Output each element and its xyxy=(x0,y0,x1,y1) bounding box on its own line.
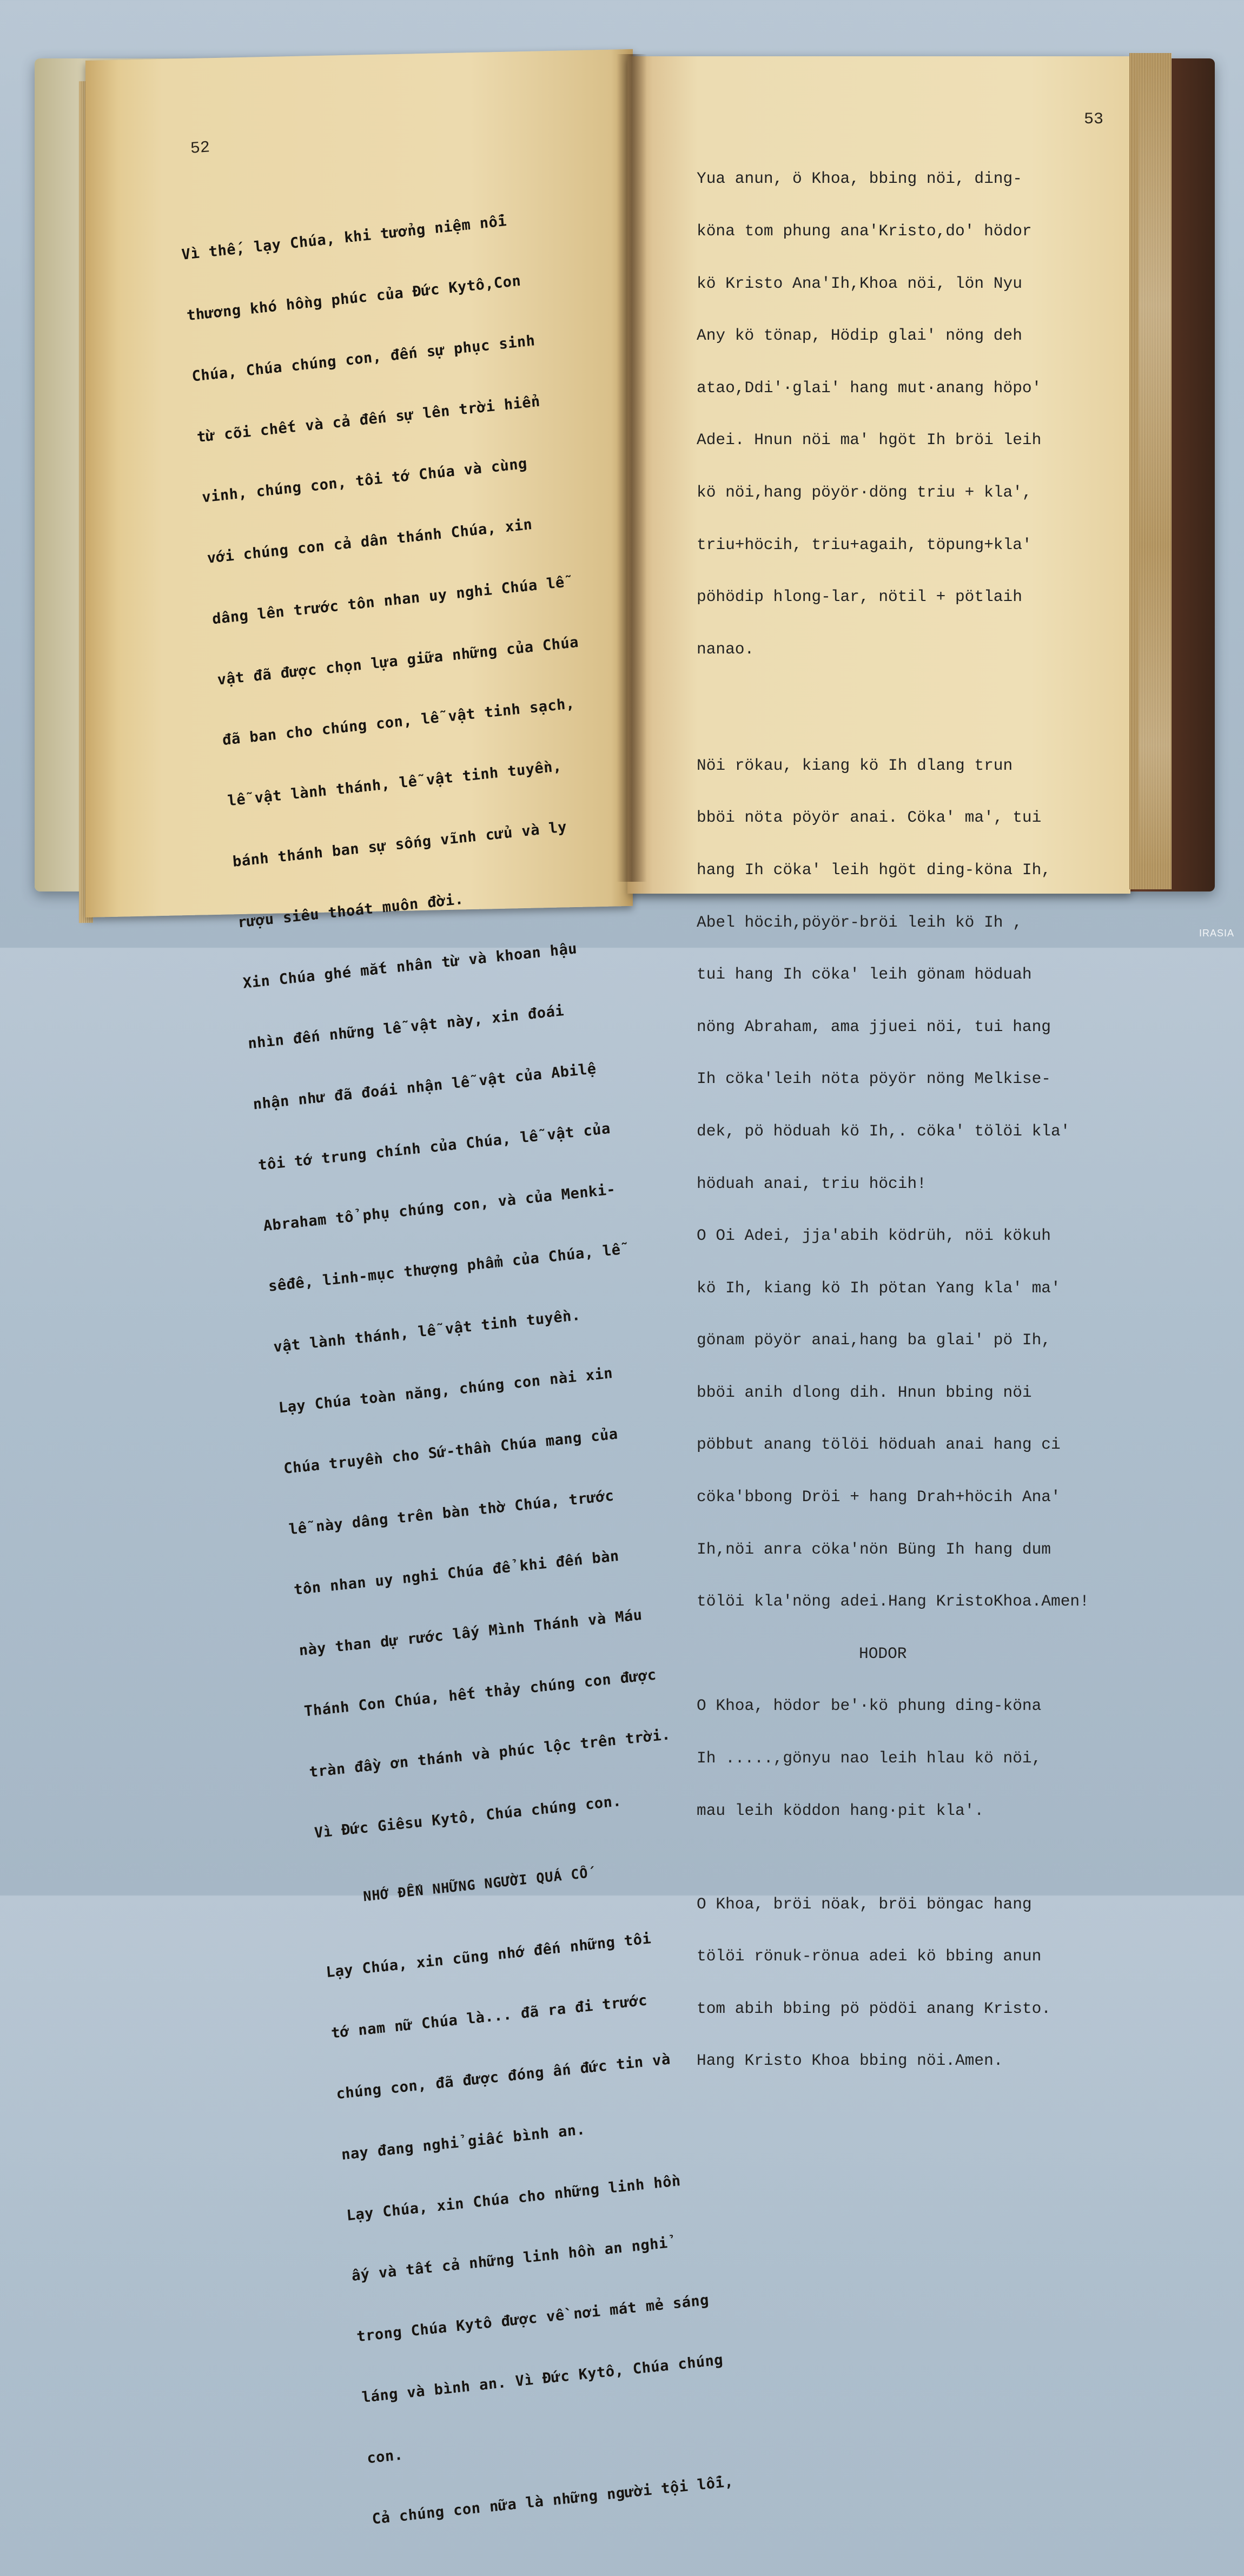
page-number-53: 53 xyxy=(1083,110,1103,129)
section-heading: NHỚ ĐẾN NHỮNG NGƯỜI QUÁ CỐ xyxy=(362,1865,589,1905)
text-line: bböi anih dlong dih. Hnun bbing nöi xyxy=(697,1383,1032,1402)
text-line: pöhödip hlong-lar, nötil + pötlaih xyxy=(697,587,1022,606)
book-spine-gutter xyxy=(617,54,647,882)
text-line: đã ban cho chúng con, lễ vật tinh sạch, xyxy=(222,695,575,749)
text-line: Lạy Chúa toàn năng, chúng con nài xin xyxy=(277,1364,614,1417)
text-line: cöka'bbong Dröi + hang Drah+höcih Ana' xyxy=(697,1488,1061,1507)
text-line: köna tom phung ana'Kristo,do' hödor xyxy=(697,222,1032,240)
watermark-text: IRASIA xyxy=(1199,928,1234,939)
text-line: Lạy Chúa, xin cũng nhớ đến những tôi xyxy=(325,1930,652,1981)
text-line: Chúa, Chúa chúng con, đến sự phục sinh xyxy=(191,332,536,385)
text-line: triu+höcih, triu+agaih, töpung+kla' xyxy=(697,535,1032,554)
text-line: nay đang nghỉ giấc bình an. xyxy=(340,2121,586,2164)
text-line: Ih .....,gönyu nao leih hlau kö nöi, xyxy=(697,1749,1042,1768)
text-line: tui hang Ih cöka' leih gönam höduah xyxy=(697,965,1032,984)
text-line: O Khoa, bröi nöak, bröi böngac hang xyxy=(697,1894,1032,1913)
text-line: Lạy Chúa, xin Chúa cho những linh hồn xyxy=(346,2172,681,2224)
text-line: Hang Kristo Khoa bbing nöi.Amen. xyxy=(697,2051,1003,2070)
text-line: Vì Đức Giêsu Kytô, Chúa chúng con. xyxy=(313,1792,623,1841)
text-line: tôi tớ trung chính của Chúa, lễ vật của xyxy=(257,1120,611,1174)
paragraph-gap xyxy=(697,1854,1089,1860)
text-line: sêđê, linh-mục thượng phẩm của Chúa, lễ xyxy=(267,1241,621,1296)
text-line: dâng lên trước tôn nhan uy nghi Chúa lễ xyxy=(211,574,565,628)
text-line: Ih cöka'leih nöta pöyör nöng Melkise- xyxy=(697,1069,1051,1088)
text-line: Ih,nöi anra cöka'nön Büng Ih hang dum xyxy=(697,1540,1051,1558)
text-line: nöng Abraham, ama jjuei nöi, tui hang xyxy=(697,1017,1051,1036)
text-line: từ cõi chết và cả đến sự lên trời hiển xyxy=(196,393,541,446)
text-line: Adei. Hnun nöi ma' hgöt Ih bröi leih xyxy=(697,431,1042,450)
text-line: Abraham tổ phụ chúng con, và của Menki- xyxy=(262,1180,617,1235)
text-line: vật đã được chọn lựa giữa những của Chúa xyxy=(216,633,580,689)
text-line: nanao. xyxy=(697,639,755,658)
text-line: tom abih bbing pö pödöi anang Kristo. xyxy=(697,1999,1051,2018)
right-page xyxy=(627,56,1130,2070)
text-line: thương khó hồng phúc của Đức Kytô,Con xyxy=(186,272,522,325)
text-line: Any kö tönap, Hödip glai' nöng deh xyxy=(697,326,1022,345)
text-line: tràn đầy ơn thánh và phúc lộc trên trời. xyxy=(308,1726,671,1781)
text-line: Cả chúng con nữa là những người tội lỗi, xyxy=(371,2473,735,2528)
text-line: mau leih köddon hang·pit kla'. xyxy=(697,1801,984,1820)
text-line: rượu siêu thoát muôn đời. xyxy=(237,890,465,932)
section-heading: HODOR xyxy=(859,1644,907,1663)
text-line: lễ vật lành thánh, lễ vật tinh tuyền, xyxy=(227,758,563,810)
text-line: O Khoa, hödor be'·kö phung ding-köna xyxy=(697,1696,1042,1715)
text-line: láng và bình an. Vì Đức Kytô, Chúa chúng xyxy=(361,2351,724,2406)
text-line: con. xyxy=(366,2446,404,2467)
text-line: nhìn đến những lễ vật này, xin đoái xyxy=(247,1002,565,1053)
text-line: kö Ih, kiang kö Ih pötan Yang kla' ma' xyxy=(697,1278,1061,1297)
text-line: chúng con, đã được đóng ấn đức tin và xyxy=(335,2051,671,2103)
text-line: O Oi Adei, jja'abih ködrüh, nöi kökuh xyxy=(697,1226,1051,1245)
text-line: bböi nöta pöyör anai. Cöka' ma', tui xyxy=(697,808,1042,827)
text-line: này than dự rước lấy Mình Thánh và Máu xyxy=(298,1606,643,1660)
text-line: höduah anai, triu höcih! xyxy=(697,1174,927,1193)
text-line: Chúa truyền cho Sứ-thần Chúa mang của xyxy=(283,1425,619,1477)
text-line: tớ nam nữ Chúa là... đã ra đi trước xyxy=(330,1992,649,2042)
text-line: bánh thánh ban sự sống vĩnh cửu và ly xyxy=(231,818,568,870)
text-line: lễ này dâng trên bàn thờ Chúa, trước xyxy=(288,1487,615,1538)
text-line: trong Chúa Kytô được về nơi mát mẻ sáng xyxy=(356,2291,710,2346)
text-line: tölöi kla'nöng adei.Hang KristoKhoa.Amen! xyxy=(697,1592,1089,1611)
text-line: tölöi rönuk-rönua adei kö bbing anun xyxy=(697,1947,1042,1966)
text-line: atao,Ddi'·glai' hang mut·anang höpo' xyxy=(697,378,1042,397)
text-line: vật lành thánh, lễ vật tinh tuyền. xyxy=(273,1307,581,1356)
text-line: Abel höcih,pöyör-bröi leih kö Ih , xyxy=(697,913,1022,932)
text-line: ấy và tất cả những linh hồn an nghỉ xyxy=(350,2235,669,2285)
text-line: dek, pö höduah kö Ih,. cöka' tölöi kla' xyxy=(697,1121,1070,1140)
page-number-52: 52 xyxy=(190,138,210,158)
text-line: hang Ih cöka' leih hgöt ding-köna Ih, xyxy=(697,860,1051,879)
paragraph-gap xyxy=(697,692,1089,722)
text-line: Nöi rökau, kiang kö Ih dlang trun xyxy=(697,756,1013,775)
text-line: với chúng con cả dân thánh Chúa, xin xyxy=(206,516,533,567)
worn-cover-edge xyxy=(1139,65,1171,866)
text-line: tôn nhan uy nghi Chúa để khi đến bàn xyxy=(293,1548,620,1599)
text-line: nhận như đã đoái nhận lễ vật của Abilệ xyxy=(252,1060,597,1113)
text-line: Vì thế, lạy Chúa, khi tưởng niệm nỗi xyxy=(181,213,508,264)
text-line: Thánh Con Chúa, hết thảy chúng con được xyxy=(303,1666,657,1720)
text-line: gönam pöyör anai,hang ba glai' pö Ih, xyxy=(697,1331,1051,1350)
text-line: Xin Chúa ghé mắt nhân từ và khoan hậu xyxy=(242,940,578,992)
right-page-text xyxy=(697,135,1089,2104)
text-line: Yua anun, ö Khoa, bbing nöi, ding- xyxy=(697,169,1022,188)
text-line: kö nöi,hang pöyör·döng triu + kla', xyxy=(697,483,1032,501)
text-line: vinh, chúng con, tôi tớ Chúa và cùng xyxy=(201,455,528,506)
text-line: pöbbut anang tölöi höduah anai hang ci xyxy=(697,1435,1061,1454)
text-line: kö Kristo Ana'Ih,Khoa nöi, lön Nyu xyxy=(697,274,1022,293)
